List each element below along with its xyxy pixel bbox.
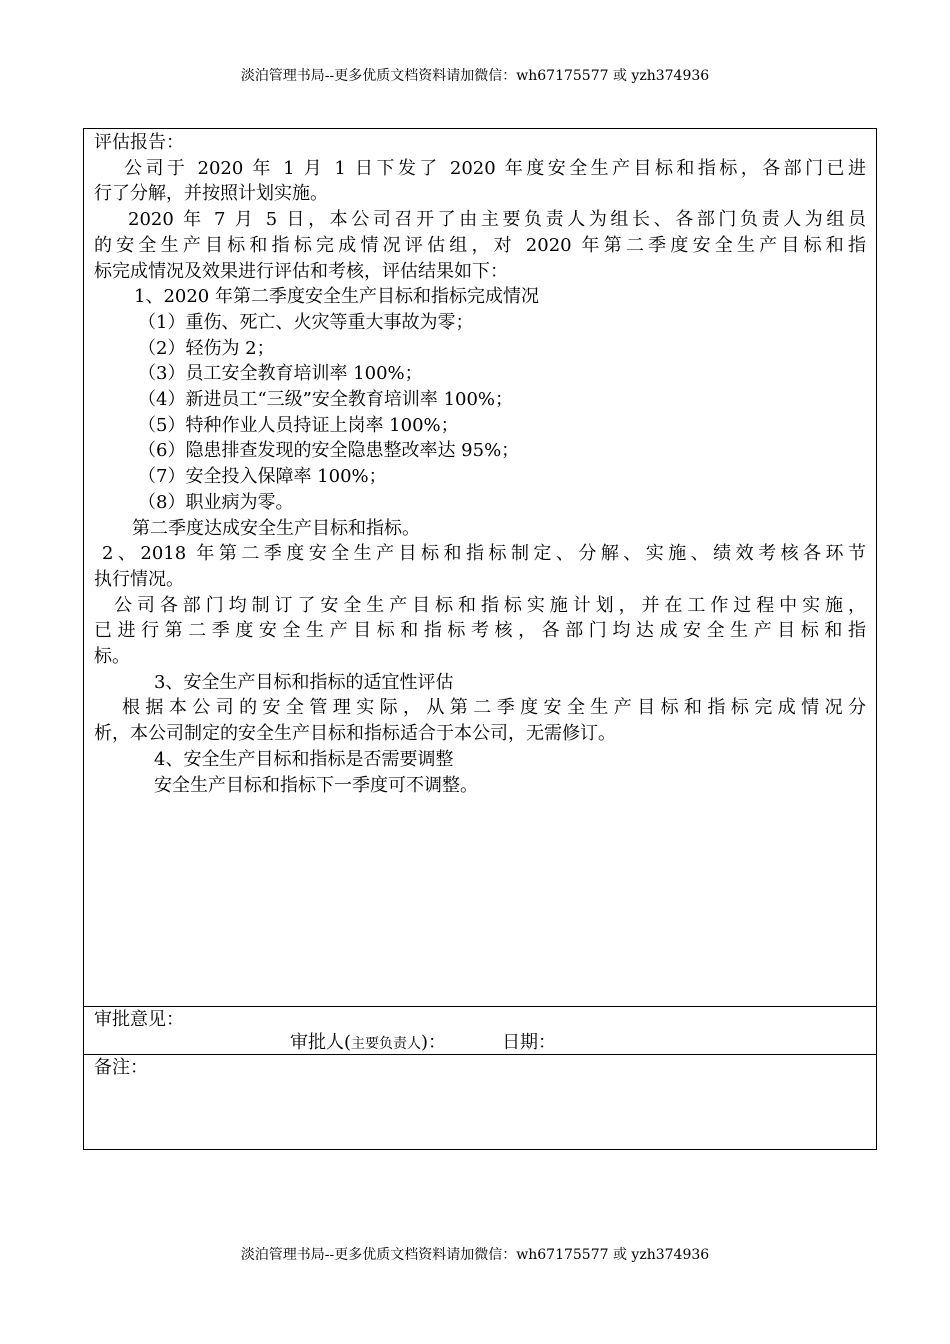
report-line: 公司各部门均制订了安全生产目标和指标实施计划，并在工作过程中实施，	[114, 594, 866, 616]
approver-prefix: 审批人(	[290, 1032, 352, 1053]
report-line: 标完成情况及效果进行评估和考核，评估结果如下：	[94, 260, 508, 282]
report-line: 第二季度达成安全生产目标和指标。	[132, 517, 420, 539]
list-item: （7）安全投入保障率 100%；	[138, 466, 387, 488]
list-item: （3）员工安全教育培训率 100%；	[138, 363, 423, 385]
report-cell	[84, 129, 876, 1006]
report-line: 析，本公司制定的安全生产目标和指标适合于本公司，无需修订。	[94, 723, 616, 745]
approver-signature-line	[94, 1032, 866, 1055]
report-label: 评估报告：	[94, 132, 184, 153]
list-item: （5）特种作业人员持证上岗率 100%；	[138, 414, 459, 436]
report-line: 标。	[94, 646, 130, 668]
list-item: （4）新进员工“三级”安全教育培训率 100%；	[138, 389, 514, 411]
report-line: 执行情况。	[94, 568, 184, 590]
page-footer: 淡泊管理书局--更多优质文档资料请加微信：wh67175577 或 yzh374936	[240, 1247, 710, 1263]
list-item: （6）隐患排查发现的安全隐患整改率达 95%；	[138, 440, 520, 462]
list-item: （8）职业病为零。	[138, 491, 294, 513]
evaluation-form-table	[83, 128, 877, 1150]
report-line: 的安全生产目标和指标完成情况评估组，对 2020 年第二季度安全生产目标和指	[94, 234, 866, 256]
approver-role: 主要负责人	[351, 1036, 422, 1052]
section-heading: 3、安全生产目标和指标的适宜性评估	[154, 671, 454, 693]
list-item: （1）重伤、死亡、火灾等重大事故为零；	[138, 311, 474, 333]
report-line: 安全生产目标和指标下一季度可不调整。	[154, 774, 478, 796]
approval-cell	[84, 1006, 876, 1054]
section-heading: 2、2018 年第二季度安全生产目标和指标制定、分解、实施、绩效考核各环节	[102, 543, 866, 565]
section-heading: 1、2020 年第二季度安全生产目标和指标完成情况	[134, 286, 539, 308]
report-line: 已进行第二季度安全生产目标和指标考核，各部门均达成安全生产目标和指	[94, 620, 866, 642]
remarks-label: 备注：	[94, 1057, 148, 1078]
approver-suffix: )：	[421, 1032, 447, 1053]
list-item: （2）轻伤为 2；	[138, 337, 275, 359]
date-label: 日期：	[502, 1032, 557, 1053]
report-line: 根据本公司的安全管理实际，从第二季度安全生产目标和指标完成情况分	[122, 697, 866, 719]
page-header: 淡泊管理书局--更多优质文档资料请加微信：wh67175577 或 yzh374936	[240, 68, 710, 84]
report-line: 2020 年 7 月 5 日，本公司召开了由主要负责人为组长、各部门负责人为组员	[128, 209, 866, 231]
report-line: 公司于 2020 年 1 月 1 日下发了 2020 年度安全生产目标和指标，各部门已进	[124, 157, 866, 179]
approval-label: 审批意见：	[94, 1009, 184, 1030]
report-line: 行了分解，并按照计划实施。	[94, 183, 328, 205]
remarks-cell	[84, 1054, 876, 1149]
section-heading: 4、安全生产目标和指标是否需要调整	[154, 748, 454, 770]
